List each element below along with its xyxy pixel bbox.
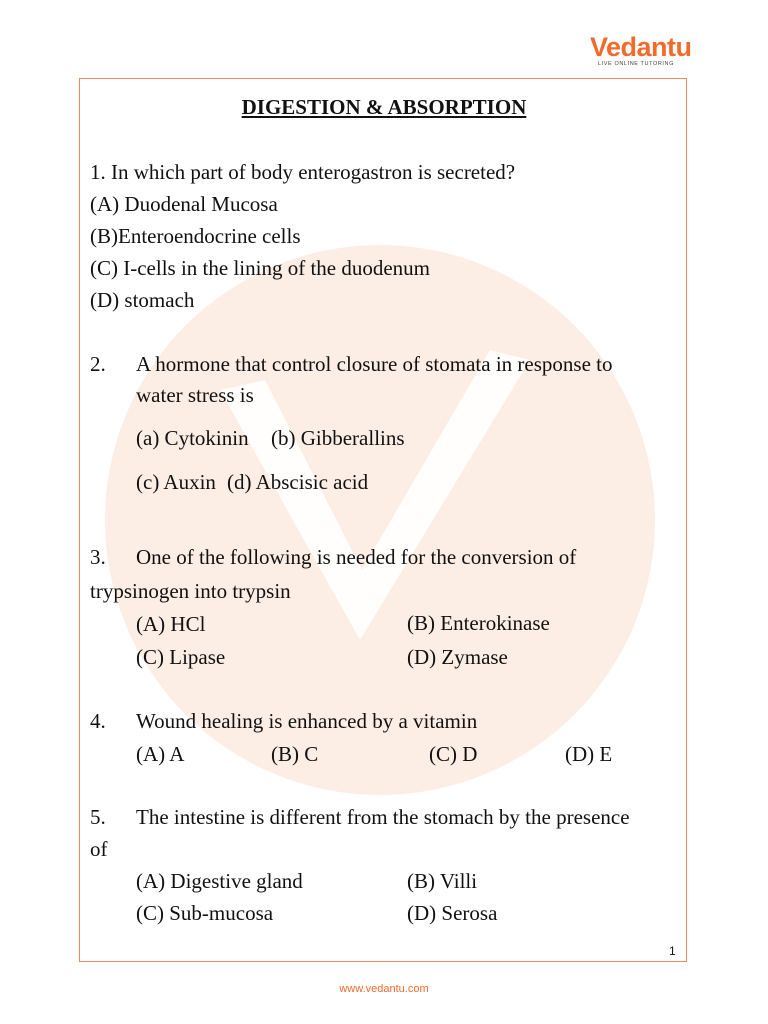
question-text: In which part of body enterogastron is secreted?	[111, 160, 516, 184]
page-title: DIGESTION & ABSORPTION	[241, 95, 527, 119]
option-4d: (D) E	[565, 742, 613, 766]
question-2-text-line-1: A hormone that control closure of stomata in response to	[136, 352, 613, 376]
option-3d: (D) Zymase	[407, 645, 508, 669]
option-3a: (A) HCl	[136, 612, 206, 636]
question-3-number: 3.	[90, 545, 106, 569]
option-4b: (B) C	[271, 742, 319, 766]
question-3-text-line-2: trypsinogen into trypsin	[90, 579, 291, 603]
question-1	[90, 160, 515, 184]
question-3-text-line-1: One of the following is needed for the conversion of	[136, 545, 577, 569]
option-5a: (A) Digestive gland	[136, 869, 303, 893]
option-4c: (C) D	[429, 742, 478, 766]
option-2c: (c) Auxin	[136, 470, 216, 494]
question-4-text: Wound healing is enhanced by a vitamin	[136, 709, 478, 733]
question-4-number: 4.	[90, 709, 106, 733]
question-5-text-line-1: The intestine is different from the stomach by the presence	[136, 805, 630, 829]
option-1b: (B)Enteroendocrine cells	[90, 224, 301, 248]
option-1a: (A) Duodenal Mucosa	[90, 192, 278, 216]
footer-url[interactable]: www.vedantu.com	[339, 983, 429, 995]
option-2b: (b) Gibberallins	[271, 426, 405, 450]
option-5d: (D) Serosa	[407, 901, 498, 925]
question-number: 1.	[90, 160, 106, 184]
logo-wordmark: Vedantu	[590, 32, 692, 62]
option-5b: (B) Villi	[407, 869, 478, 893]
question-5-number: 5.	[90, 805, 106, 829]
vedantu-logo	[590, 30, 690, 72]
option-1d: (D) stomach	[90, 288, 195, 312]
option-4a: (A) A	[136, 742, 185, 766]
option-1c: (C) I-cells in the lining of the duodenum	[90, 256, 431, 280]
question-2-number: 2.	[90, 352, 106, 376]
option-2d: (d) Abscisic acid	[227, 470, 369, 494]
page-number: 1	[669, 944, 676, 958]
option-3c: (C) Lipase	[136, 645, 226, 669]
question-5-text-line-2: of	[90, 837, 108, 861]
question-2-text-line-2: water stress is	[136, 383, 254, 407]
option-3b: (B) Enterokinase	[407, 611, 550, 635]
logo-tagline: LIVE ONLINE TUTORING	[598, 61, 674, 67]
option-5c: (C) Sub-mucosa	[136, 901, 274, 925]
option-2a: (a) Cytokinin	[136, 426, 249, 450]
